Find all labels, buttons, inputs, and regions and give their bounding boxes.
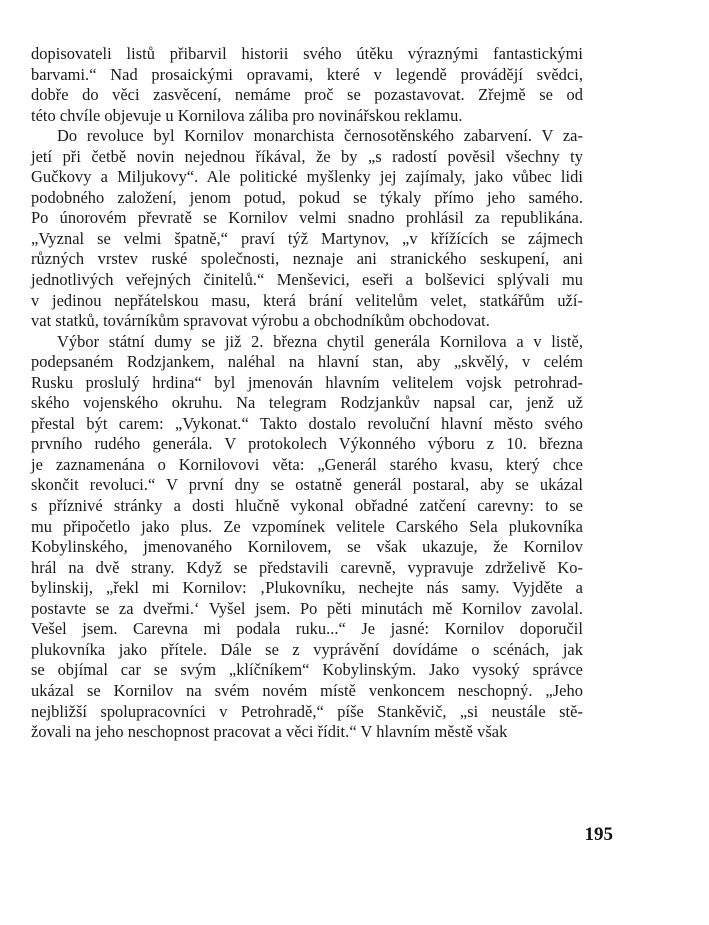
text-line: Rusku proslulý hrdina“ byl jmenován hlavním velitelem vojsk petrohrad- [31,372,583,392]
text-line: nejbližší spolupracovníci v Petrohradě,“ píše Stankěvič, „si neustále stě- [31,701,583,721]
text-line: barvami.“ Nad prosaickými opravami, které v legendě provádějí svědci, [31,64,583,84]
text-line: „Vyznal se velmi špatně,“ praví týž Martynov, „v křížících se zájmech [31,228,583,248]
text-line: bylinskij, „řekl mi Kornilov: ‚Plukovníku, nechejte nás samy. Vyjděte a [31,578,583,598]
text-line: Vešel jsem. Carevna mi podala ruku...“ Je jasné: Kornilov doporučil [31,619,583,639]
text-line: skončit revoluci.“ V první dny se ostatně generál postaral, aby se ukázal [31,475,583,495]
text-line: jednotlivých veřejných činitelů.“ Menševici, eseři a bolševici splývali mu [31,270,583,290]
text-line: ukázal se Kornilov na svém novém místě venkoncem neschopný. „Jeho [31,680,583,700]
text-line: podobného založení, jenom potud, pokud se týkaly přímo jeho samého. [31,187,583,207]
text-line: v jedinou nepřátelskou masu, která brání velitelům velet, statkářům uží- [31,290,583,310]
text-line: s příznivé stránky a dosti hlučně vykonal obřadné zatčení carevny: to se [31,496,583,516]
text-line: vat statků, továrníkům spravovat výrobu a obchodníkům obchodovat. [31,311,490,331]
text-line: přestal být carem: „Vykonat.“ Takto dostalo revoluční hlavní město svého [31,413,583,433]
text-line: Gučkovy a Miljukovy“. Ale politické myšlenky jej zajímaly, jako vůbec lidi [31,167,583,187]
text-line: hrál na dvě strany. Když se představili carevně, vypravuje zdrželivě Ko- [31,557,583,577]
text-line: této chvíle objevuje u Kornilova záliba pro novinářskou reklamu. [31,105,463,125]
page-number: 195 [584,824,613,845]
text-line: ského vojenského okruhu. Na telegram Rodzjankův napsal car, jenž už [31,393,583,413]
text-line: dobře do věci zasvěcení, nemáme proč se pozastavovat. Zřejmě se od [31,85,583,105]
text-line: Výbor státní dumy se již 2. března chytil generála Kornilova a v listě, [57,331,583,351]
text-line: Po únorovém převratě se Kornilov velmi snadno prohlásil za republikána. [31,208,583,228]
text-line: prvního rudého generála. V protokolech Výkonného výboru z 10. března [31,434,583,454]
text-line: mu připočetlo jako plus. Ze vzpomínek velitele Carského Sela plukovníka [31,516,583,536]
text-line: Kobylinského, jmenovaného Kornilovem, se však ukazuje, že Kornilov [31,537,583,557]
text-line: Do revoluce byl Kornilov monarchista černosotěnského zabarvení. V za- [57,126,583,146]
text-line: jetí při četbě novin nejednou říkával, že by „s radostí pověsil všechny ty [31,146,583,166]
text-line: plukovníka jako přítele. Dále se z vyprávění dovídáme o scénách, jak [31,639,583,659]
text-line: postavte se za dveřmi.‘ Vyšel jsem. Po pěti minutách mě Kornilov zavolal. [31,598,583,618]
text-line: je zaznamenána o Kornilovovi věta: „Generál starého kvasu, který chce [31,454,583,474]
text-line: žovali na jeho neschopnost pracovat a věci řídit.“ V hlavním městě však [31,722,508,742]
text-line: se objímal car se svým „klíčníkem“ Kobylinským. Jako vysoký správce [31,660,583,680]
text-line: dopisovateli listů přibarvil historii svého útěku výraznými fantastickými [31,44,583,63]
text-line: různých vrstev ruské společnosti, neznaje ani stranického seskupení, ani [31,249,583,269]
body-text [31,44,583,743]
text-line: podepsaném Rodzjankem, naléhal na hlavní stan, aby „skvělý, v celém [31,352,583,372]
